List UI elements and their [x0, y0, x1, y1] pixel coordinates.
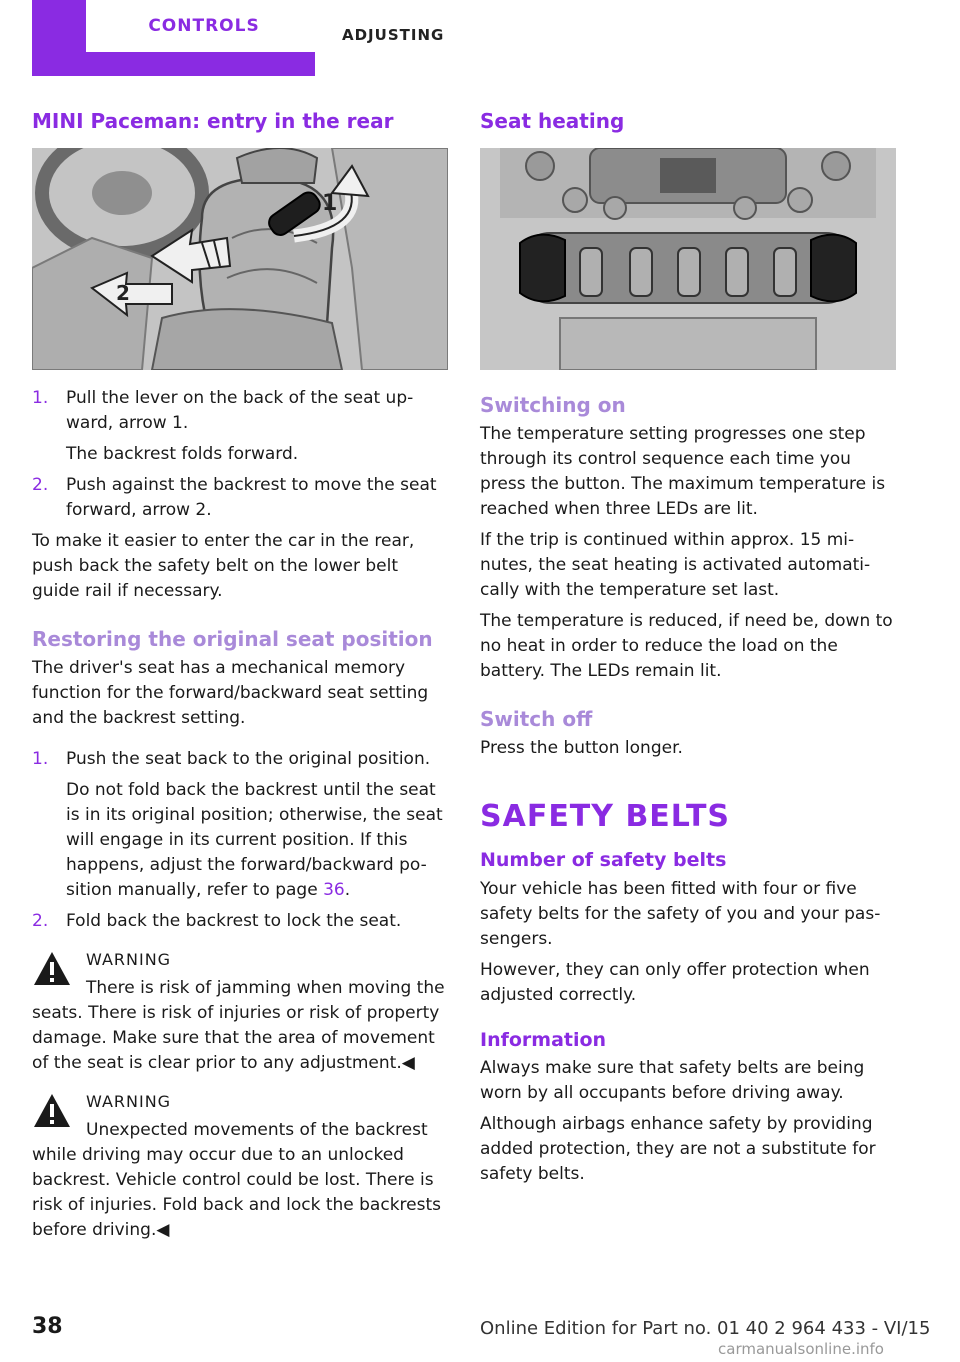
page-header	[0, 0, 960, 78]
restore-steps-list	[32, 747, 448, 934]
warning-text-first-line: There is risk of jamming when moving the	[86, 978, 445, 998]
step-subtext	[66, 778, 448, 903]
seat-heating-heading: Seat heating	[480, 109, 625, 133]
safety-belts-heading: SAFETY BELTS	[480, 799, 731, 834]
entry-steps-list	[32, 386, 448, 523]
list-item	[32, 473, 448, 523]
warning-text-rest: seats. There is risk of injuries or risk of property damage. Make sure that the area of movement of the seat is clear prior to any adjustment.◀	[32, 1003, 440, 1073]
page-reference-link[interactable]: 36	[323, 880, 345, 900]
step-text: Pull the lever on the back of the seat up-ward, arrow 1.	[66, 388, 414, 433]
step-text: Fold back the backrest to lock the seat.	[66, 911, 402, 931]
warning-title: WARNING	[86, 950, 172, 969]
paragraph: Your vehicle has been fitted with four or five safety belts for the safety of you and your pas-sengers.	[480, 878, 881, 949]
seat-lever-figure	[32, 148, 448, 370]
step-number: 2.	[32, 475, 49, 495]
list-item	[32, 909, 448, 934]
arrow-2-label: 2	[116, 281, 130, 305]
paragraph: The temperature is reduced, if need be, down to no heat in order to reduce the load on the battery. The LEDs remain lit.	[480, 611, 893, 681]
restore-position-heading: Restoring the original seat position	[32, 627, 433, 651]
warning-text-first-line: Unexpected movements of the backrest	[86, 1120, 428, 1140]
warning-text	[32, 1118, 448, 1243]
left-column	[32, 108, 448, 1249]
warning-text	[32, 976, 448, 1076]
paragraph: The temperature setting progresses one step through its control sequence each time you press the button. The maximum temperature is reached when three LEDs are lit.	[480, 424, 886, 519]
step-subtext: The backrest folds forward.	[66, 444, 299, 464]
section-tab-label: CONTROLS	[86, 0, 322, 52]
list-item	[32, 386, 448, 467]
edition-info: Online Edition for Part no. 01 40 2 964 433 - VI/15	[480, 1318, 931, 1339]
warning-title: WARNING	[86, 1092, 172, 1111]
step-subtext-end: .	[344, 880, 351, 900]
page-number: 38	[32, 1314, 63, 1339]
paragraph: The driver's seat has a mechanical memory function for the forward/backward seat setting and the backrest setting.	[32, 658, 429, 728]
step-text: Push the seat back to the original position.	[66, 749, 431, 769]
list-item	[32, 747, 448, 903]
subsection-label: ADJUSTING	[342, 26, 445, 44]
paragraph: Although airbags enhance safety by providing added protection, they are not a substitute for safety belts.	[480, 1114, 876, 1185]
paragraph: If the trip is continued within approx. 15 mi-nutes, the seat heating is activated automati-cally with the temperature set last.	[480, 530, 871, 600]
paragraph: However, they can only offer protection when adjusted correctly.	[480, 959, 870, 1005]
seat-lever-illustration	[32, 148, 448, 370]
warning-block	[32, 1090, 448, 1243]
paragraph: Always make sure that safety belts are being worn by all occupants before driving away.	[480, 1058, 865, 1104]
switch-off-heading: Switch off	[480, 707, 593, 731]
warning-block	[32, 948, 448, 1076]
warning-triangle-icon	[32, 950, 72, 988]
right-column	[480, 108, 896, 1193]
arrow-1-label: 1	[322, 191, 338, 216]
seat-heating-panel-illustration	[480, 148, 896, 370]
paragraph: Press the button longer.	[480, 738, 683, 758]
switching-on-heading: Switching on	[480, 393, 626, 417]
warning-text-rest: while driving may occur due to an unlocked backrest. Vehicle control could be lost. There is risk of injuries. Fold back and lock the backrests before driving.◀	[32, 1145, 441, 1240]
information-heading: Information	[480, 1028, 607, 1051]
warning-triangle-icon	[32, 1092, 72, 1130]
step-number: 1.	[32, 749, 49, 769]
seat-heating-figure	[480, 148, 896, 370]
paragraph: To make it easier to enter the car in the rear, push back the safety belt on the lower belt guide rail if necessary.	[32, 531, 415, 601]
step-number: 2.	[32, 911, 49, 931]
section-tab-controls	[32, 0, 315, 76]
step-subtext-body: Do not fold back the backrest until the seat is in its original position; otherwise, the seat will engage in its current position. If this happens, adjust the forward/backward po-sition manually, refer to page	[66, 780, 443, 900]
step-number: 1.	[32, 388, 49, 408]
watermark: carmanualsonline.info	[718, 1340, 884, 1358]
step-text: Push against the backrest to move the seat forward, arrow 2.	[66, 475, 437, 520]
number-of-belts-heading: Number of safety belts	[480, 849, 727, 871]
entry-rear-heading: MINI Paceman: entry in the rear	[32, 109, 394, 133]
